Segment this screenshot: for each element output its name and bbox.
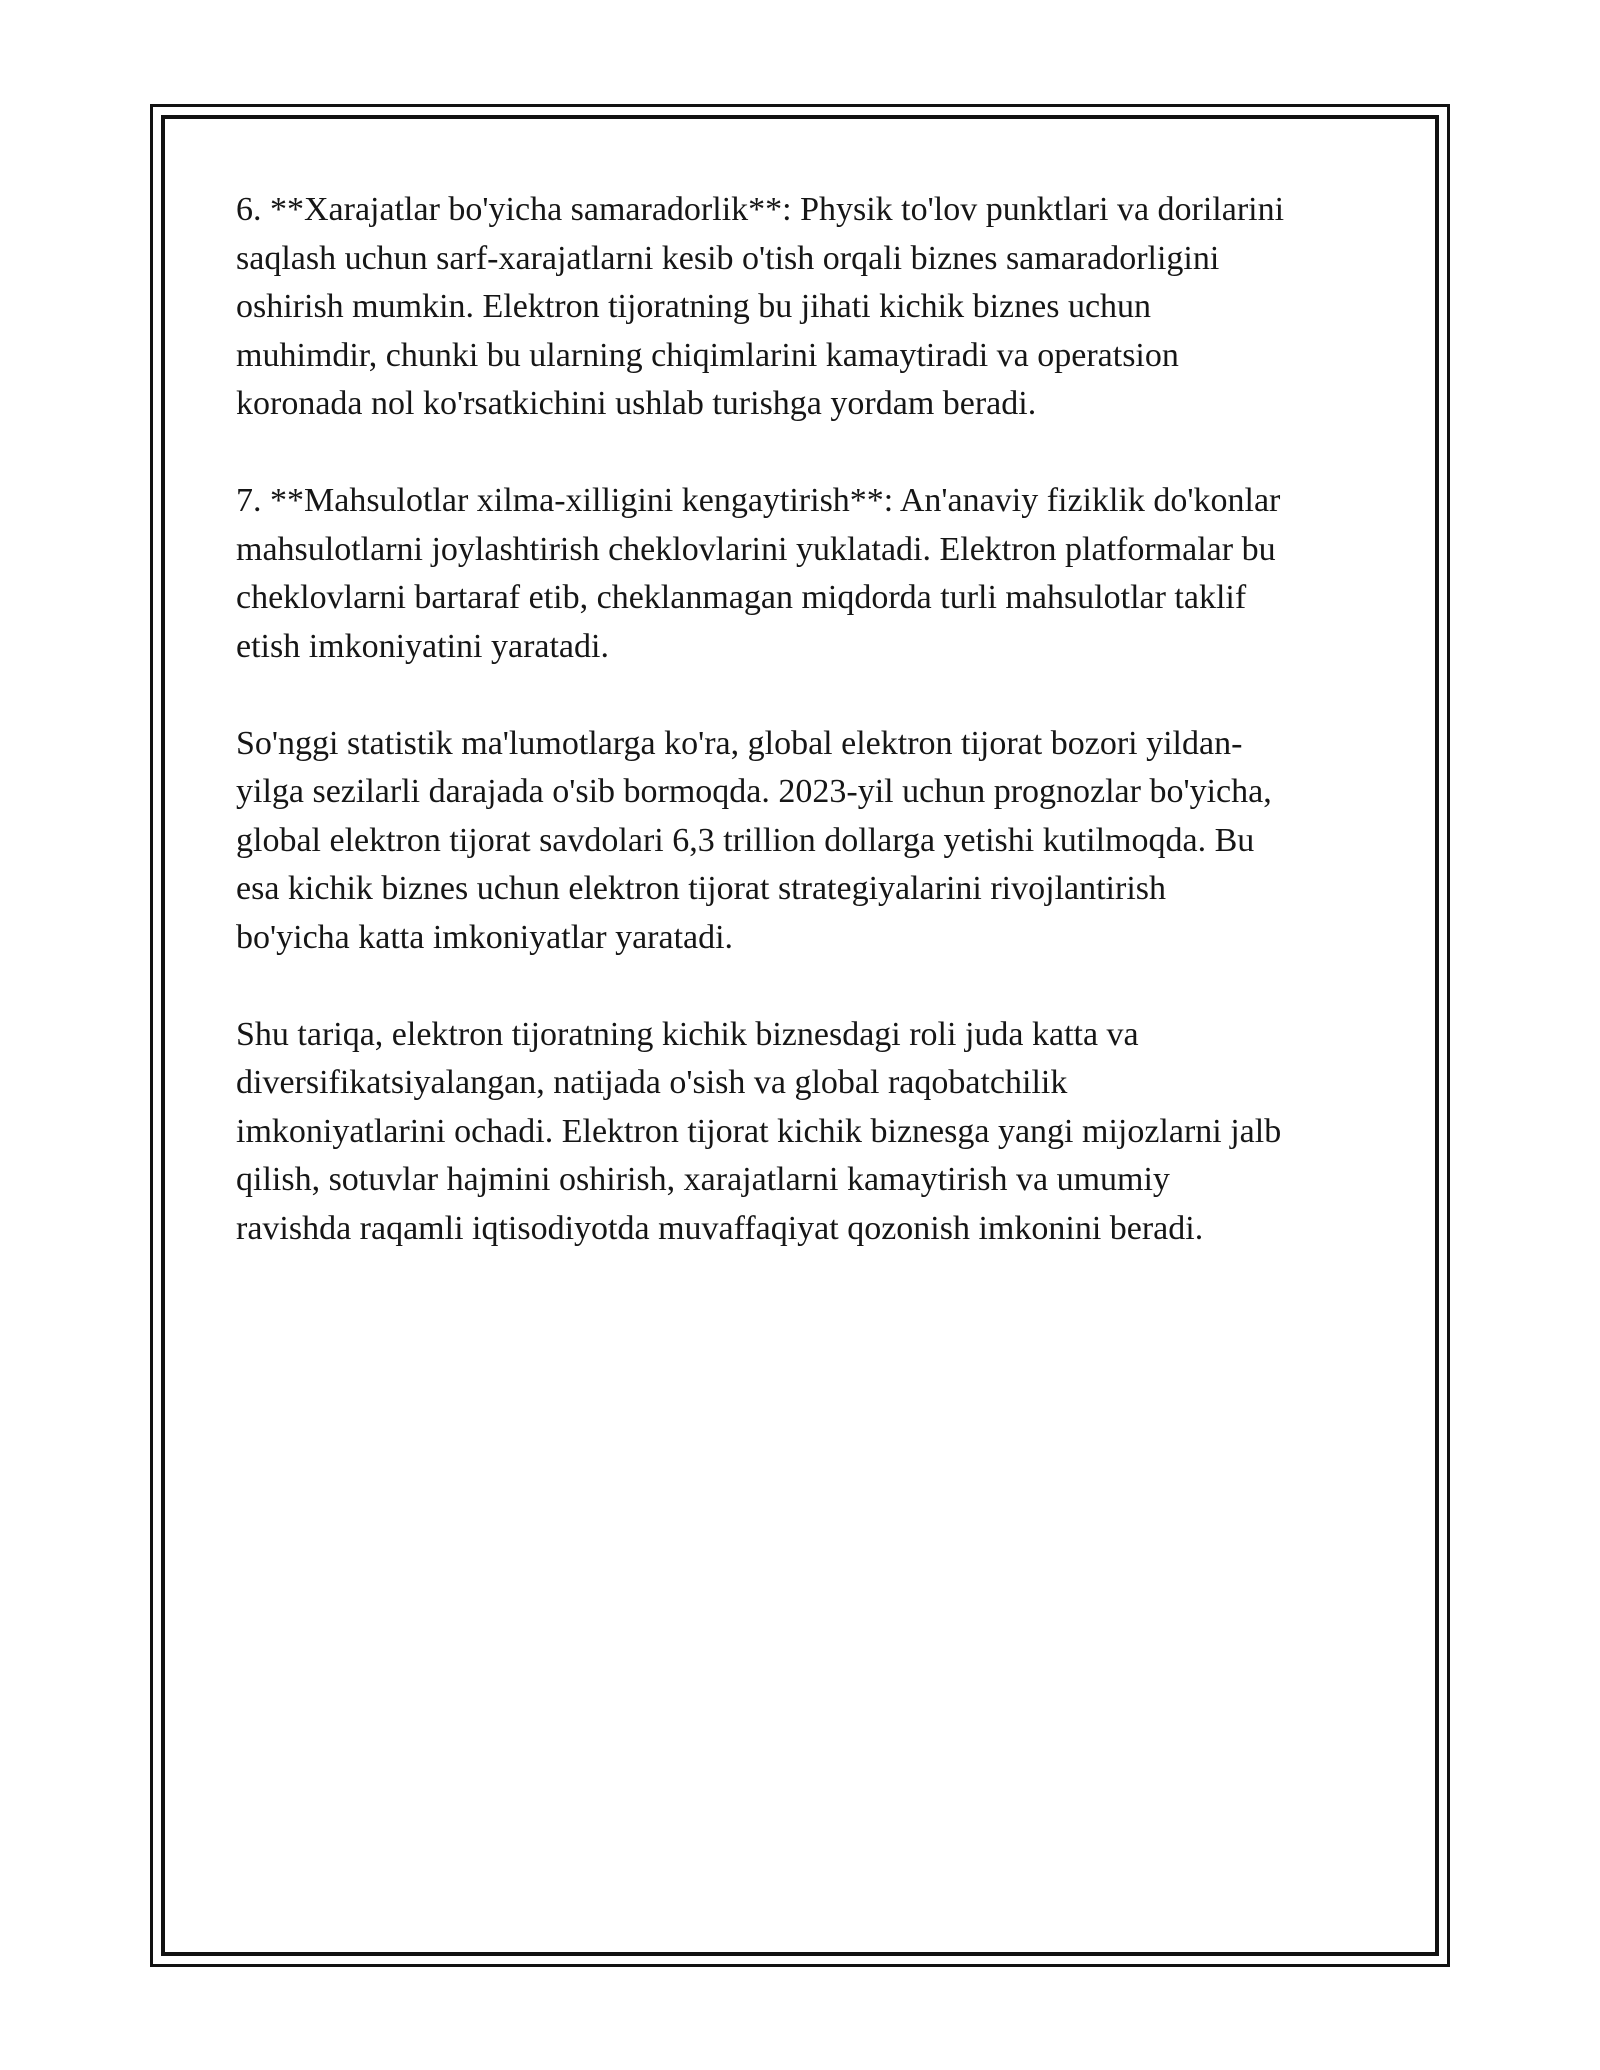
document-body [236,186,1376,1302]
text-line: etish imkoniyatini yaratadi. [236,627,609,665]
paragraph-conclusion [236,1011,1376,1254]
text-line: 6. **Xarajatlar bo'yicha samaradorlik**: Physik to'lov punktlari va dorilarini [236,191,1285,228]
text-line: qilish, sotuvlar hajmini oshirish, xarajatlarni kamaytirish va umumiy [236,1161,1170,1198]
text-line: oshirish mumkin. Elektron tijoratning bu jihati kichik biznes uchun [236,288,1152,325]
text-line: global elektron tijorat savdolari 6,3 trillion dollarga yetishi kutilmoqda. Bu [236,821,1255,859]
text-line: bo'yicha katta imkoniyatlar yaratadi. [236,918,734,956]
text-line: koronada nol ko'rsatkichini ushlab turishga yordam beradi. [236,385,1037,422]
paragraph-statistics [236,720,1376,963]
text-line: cheklovlarni bartaraf etib, cheklanmagan miqdorda turli mahsulotlar taklif [236,579,1247,616]
text-line: esa kichik biznes uchun elektron tijorat strategiyalarini rivojlantirish [236,870,1167,907]
text-line: mahsulotlarni joylashtirish cheklovlarini yuklatadi. Elektron platformalar bu [236,530,1276,568]
paragraph-product-diversity [236,477,1376,671]
text-line: diversifikatsiyalangan, natijada o'sish va global raqobatchilik [236,1064,1068,1101]
text-line: saqlash uchun sarf-xarajatlarni kesib o'tish orqali biznes samaradorligini [236,239,1220,277]
paragraph-cost-efficiency [236,186,1376,429]
text-line: muhimdir, chunki bu ularning chiqimlarini kamaytiradi va operatsion [236,336,1179,374]
text-line: 7. **Mahsulotlar xilma-xilligini kengaytirish**: An'anaviy fiziklik do'konlar [236,482,1281,519]
text-line: So'nggi statistik ma'lumotlarga ko'ra, global elektron tijorat bozori yildan- [236,724,1243,762]
text-line: imkoniyatlarini ochadi. Elektron tijorat kichik biznesga yangi mijozlarni jalb [236,1112,1282,1150]
text-line: Shu tariqa, elektron tijoratning kichik biznesdagi roli juda katta va [236,1015,1139,1053]
text-line: yilga sezilarli darajada o'sib bormoqda. 2023-yil uchun prognozlar bo'yicha, [236,773,1272,810]
text-line: ravishda raqamli iqtisodiyotda muvaffaqiyat qozonish imkonini beradi. [236,1209,1204,1247]
